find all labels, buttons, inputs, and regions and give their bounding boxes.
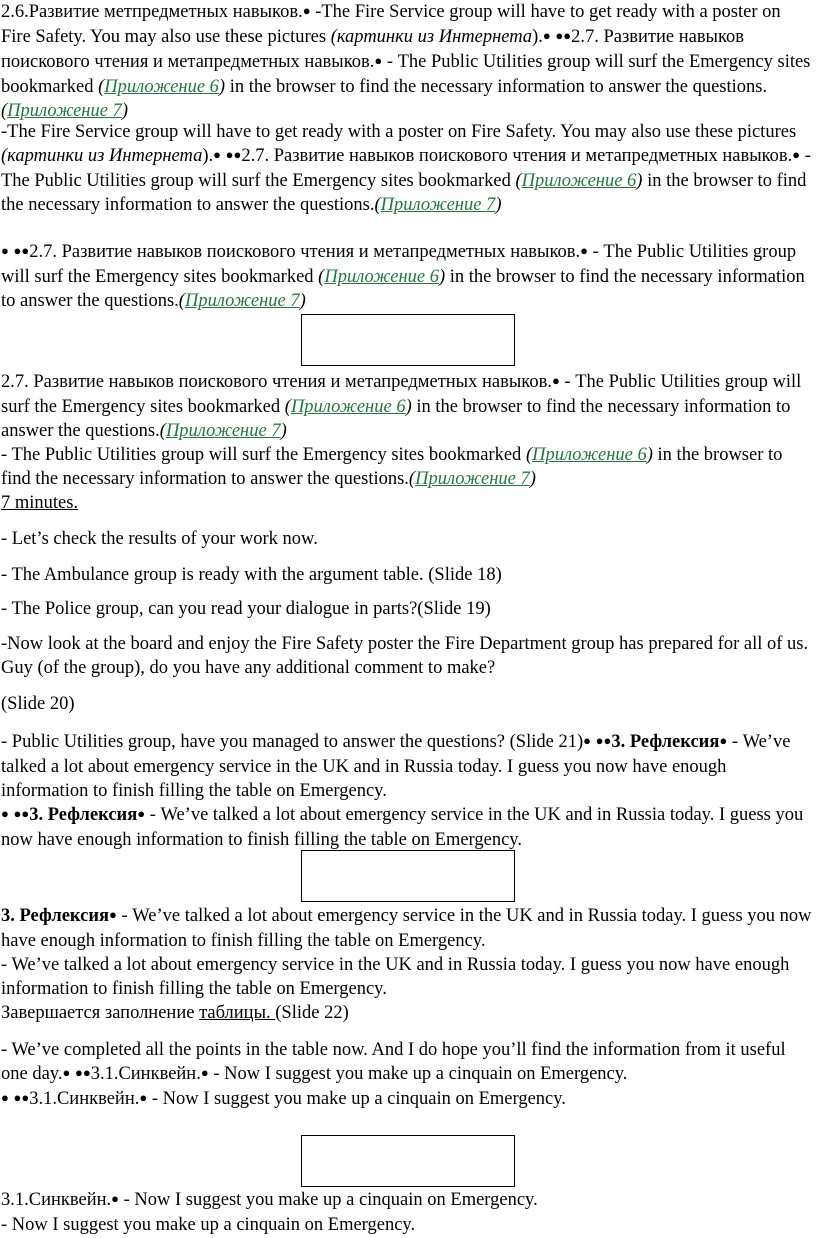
bullet-icon: ● bbox=[225, 147, 234, 162]
heading-cinquain: 3.1.Синквейн. bbox=[1, 1190, 112, 1210]
text-find-info: in the browser to find the necessary information to answer the questions. bbox=[1, 267, 805, 311]
link-appendix-7[interactable]: Приложение 7 bbox=[7, 101, 122, 121]
text-table-completion: Завершается заполнение bbox=[1, 1003, 200, 1023]
bullet-icon: ● bbox=[1, 1090, 9, 1105]
bullet-icon: ● bbox=[1, 806, 9, 821]
text-public-utilities-task: - The Public Utilities group will surf the Emergency sites bookmarked bbox=[1, 52, 811, 97]
paragraph-fire-service-repeat: -The Fire Service group will have to get ready with a poster on Fire Safety. You may also use these pictures (картинки из Интернета).● ●●2.7. Развитие навыков поискового чтения и метапредметных навыков.● - The Public Utilities group will surf the Emergency sites bookmarked (Приложение 6) in the browser to find the necessary information to answer the questions.(Приложение 7) bbox=[1, 122, 811, 215]
heading-2-7: 2.7. Развитие навыков поискового чтения и метапредметных навыков. bbox=[1, 27, 745, 72]
bullet-icon: ● bbox=[563, 28, 572, 43]
link-appendix-6[interactable]: Приложение 6 bbox=[521, 171, 637, 191]
paragraph-slide-20: (Slide 20) bbox=[1, 694, 75, 714]
heading-reflection: 3. Рефлексия bbox=[29, 805, 138, 825]
text-reflection: - We’ve talked a lot about emergency service in the UK and in Russia today. I guess you now have enough information to finish filling the table on Emergency. bbox=[1, 732, 791, 801]
text-cinquain: - Now I suggest you make up a cinquain on Emergency. bbox=[119, 1190, 538, 1210]
link-appendix-7[interactable]: Приложение 7 bbox=[165, 421, 281, 441]
text-reflection: - We’ve talked a lot about emergency service in the UK and in Russia today. I guess you now have enough information to finish filling the table on Emergency. bbox=[1, 906, 812, 951]
heading-2-6: 2.6.Развитие метпредметных навыков. bbox=[1, 2, 303, 22]
text-public-utilities-task: - The Public Utilities group will surf the Emergency sites bookmarked bbox=[1, 445, 526, 465]
text-fire-service-task: -The Fire Service group will have to get ready with a poster on Fire Safety. You may also use these pictures bbox=[1, 122, 797, 142]
text-cinquain: - Now I suggest you make up a cinquain on Emergency. bbox=[147, 1089, 566, 1109]
paragraph-2-7-repeat: ● ●●2.7. Развитие навыков поискового чтения и метапредметных навыков.● - The Public Utilities group will surf the Emergency sites bookmarked (Приложение 6) in the browser to find the necessary information to answer the questions.(Приложение 7) bbox=[1, 242, 805, 311]
text-punct: ). bbox=[202, 146, 214, 166]
text-table-word: таблицы. bbox=[199, 1003, 276, 1023]
link-appendix-6[interactable]: Приложение 6 bbox=[324, 267, 439, 287]
bullet-icon: ● bbox=[1, 243, 9, 258]
bullet-icon: ● bbox=[111, 1191, 120, 1206]
bullet-icon: ● bbox=[792, 147, 801, 162]
bullet-icon: ● bbox=[542, 28, 551, 43]
bullet-icon: ● bbox=[595, 733, 604, 748]
link-appendix-6[interactable]: Приложение 6 bbox=[290, 397, 406, 417]
bullet-icon: ● bbox=[21, 243, 30, 258]
paragraph-2-6-fire-service: 2.6.Развитие метпредметных навыков.● -The Fire Service group will have to get ready with a poster on Fire Safety. You may also use these pictures (картинки из Интернета).● ●●2.7. Развитие навыков поискового чтения и метапредметных навыков.● - The Public Utilities group will surf the Emergency sites bookmarked (Приложение 6) in the browser to find the necessary information to answer the questions.(Приложение 7) bbox=[1, 2, 811, 121]
link-appendix-6[interactable]: Приложение 6 bbox=[532, 445, 647, 465]
bullet-icon: ● bbox=[213, 147, 222, 162]
text-reflection: - We’ve talked a lot about emergency service in the UK and in Russia today. I guess you now have enough information to finish filling the table on Emergency. bbox=[1, 805, 804, 850]
text-cinquain: - Now I suggest you make up a cinquain on Emergency. bbox=[1, 1215, 416, 1235]
bullet-icon: ● bbox=[13, 243, 22, 258]
text-find-info: in the browser to find the necessary information to answer the questions. bbox=[1, 445, 783, 489]
bullet-icon: ● bbox=[302, 3, 311, 18]
image-placeholder-frame bbox=[301, 314, 515, 366]
text-cinquain: - Now I suggest you make up a cinquain on Emergency. bbox=[208, 1064, 628, 1084]
bullet-icon: ● bbox=[580, 243, 588, 258]
heading-2-7: 2.7. Развитие навыков поискового чтения и метапредметных навыков. bbox=[29, 242, 581, 262]
link-appendix-7[interactable]: Приложение 7 bbox=[415, 469, 530, 489]
paragraph-fire-poster: -Now look at the board and enjoy the Fire Safety poster the Fire Department group has prepared for all of us. Guy (of the group), do you have any additional comment to make? bbox=[1, 634, 809, 678]
text-public-utilities-task: - The Public Utilities group will surf the Emergency sites bookmarked bbox=[1, 372, 802, 417]
text-public-utilities-question: - Public Utilities group, have you managed to answer the questions? (Slide 21) bbox=[1, 732, 584, 752]
heading-cinquain: 3.1.Синквейн. bbox=[90, 1064, 201, 1084]
text-fire-service-task: -The Fire Service group will have to get ready with a poster on Fire Safety. You may also use these pictures bbox=[1, 2, 781, 47]
link-appendix-7[interactable]: Приложение 7 bbox=[380, 195, 496, 215]
text-completed: - We’ve completed all the points in the table now. And I do hope you’ll find the information from it useful one day. bbox=[1, 1040, 786, 1084]
bullet-icon: ● bbox=[374, 53, 383, 68]
bullet-icon: ● bbox=[13, 1090, 22, 1105]
bullet-icon: ● bbox=[62, 1065, 71, 1080]
link-appendix-7[interactable]: Приложение 7 bbox=[184, 291, 300, 311]
paragraph-cinquain-block bbox=[1, 1188, 815, 1237]
paragraph-check-results: - Let’s check the results of your work now. bbox=[1, 529, 318, 549]
paragraph-reflection-block bbox=[1, 904, 815, 1025]
text-pictures-note: (картинки из Интернета bbox=[330, 27, 533, 47]
bullet-icon: ● bbox=[555, 28, 564, 43]
text-find-info: in the browser to find the necessary information to answer the questions. bbox=[225, 77, 768, 97]
heading-2-7: 2.7. Развитие навыков поискового чтения и метапредметных навыков. bbox=[241, 146, 793, 166]
bullet-icon: ● bbox=[583, 733, 591, 748]
text-public-utilities-task: - The Public Utilities group will surf the Emergency sites bookmarked bbox=[1, 242, 797, 287]
paragraph-completed-table bbox=[1, 1038, 815, 1112]
heading-2-7: 2.7. Развитие навыков поискового чтения и метапредметных навыков. bbox=[1, 372, 552, 392]
link-appendix-6[interactable]: Приложение 6 bbox=[104, 77, 219, 97]
heading-reflection: 3. Рефлексия bbox=[611, 732, 720, 752]
bullet-icon: ● bbox=[109, 907, 117, 922]
bullet-icon: ● bbox=[719, 733, 728, 748]
paragraph-2-7-block: 2.7. Развитие навыков поискового чтения и метапредметных навыков.● - The Public Utilities group will surf the Emergency sites bookmarked (Приложение 6) in the browser to find the necessary information to answer the questions.(Приложение 7) - The Public Utilities group will surf the Emergency sites bookmarked (Приложение 6) in the browser to find the necessary information to answer the questions.(Приложение 7) 7 minutes. bbox=[1, 372, 802, 513]
text-punct: ). bbox=[532, 27, 543, 47]
bullet-icon: ● bbox=[603, 733, 612, 748]
text-find-info: in the browser to find the necessary information to answer the questions. bbox=[1, 171, 807, 215]
time-limit: 7 minutes. bbox=[1, 493, 79, 513]
text-public-utilities-task: - The Public Utilities group will surf the Emergency sites bookmarked bbox=[1, 146, 811, 191]
image-placeholder-frame bbox=[301, 1135, 515, 1187]
text-pictures-note: (картинки из Интернета bbox=[1, 146, 203, 166]
image-placeholder-frame bbox=[301, 850, 515, 902]
heading-reflection: 3. Рефлексия bbox=[1, 906, 110, 926]
bullet-icon: ● bbox=[82, 1065, 91, 1080]
text-slide-22: (Slide 22) bbox=[275, 1003, 349, 1023]
bullet-icon: ● bbox=[21, 806, 30, 821]
bullet-icon: ● bbox=[200, 1065, 209, 1080]
bullet-icon: ● bbox=[139, 1090, 148, 1105]
bullet-icon: ● bbox=[551, 373, 560, 388]
paragraph-police: - The Police group, can you read your dialogue in parts?(Slide 19) bbox=[1, 599, 491, 619]
paragraph-public-utilities-reflection bbox=[1, 730, 815, 852]
bullet-icon: ● bbox=[21, 1090, 30, 1105]
bullet-icon: ● bbox=[233, 147, 242, 162]
text-reflection: - We’ve talked a lot about emergency service in the UK and in Russia today. I guess you now have enough information to finish filling the table on Emergency. bbox=[1, 955, 790, 999]
text-find-info: in the browser to find the necessary information to answer the questions. bbox=[1, 397, 791, 441]
bullet-icon: ● bbox=[74, 1065, 83, 1080]
paragraph-ambulance: - The Ambulance group is ready with the argument table. (Slide 18) bbox=[1, 565, 502, 585]
bullet-icon: ● bbox=[13, 806, 22, 821]
bullet-icon: ● bbox=[137, 806, 146, 821]
heading-cinquain: 3.1.Синквейн. bbox=[29, 1089, 140, 1109]
